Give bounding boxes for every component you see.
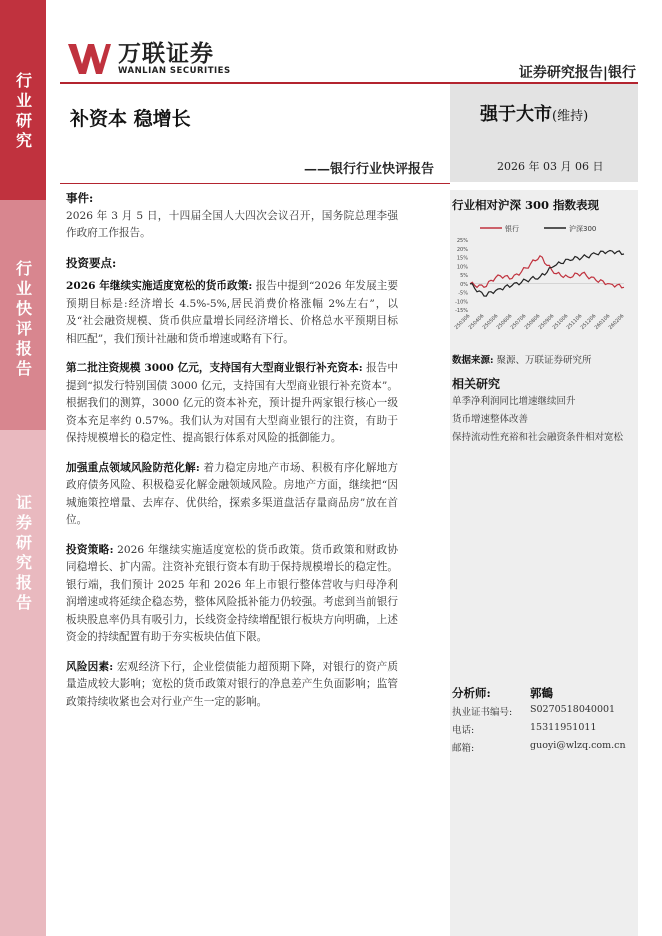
x-tick-label: 250306: [453, 313, 472, 331]
point-text: 报告中提到“拟发行特别国债 3000 亿元，支持国有大型商业银行补充资本”。根据我们的测算，3000 亿元的资本补充，预计提升两家银行核心一级资本充足率约 0.57%。我们认为对国有大型商业银行的注资，有助于保持规模增长的稳定性、提高银行体系对风险的抵御能力。: [66, 362, 398, 444]
event-heading: 事件:: [66, 191, 94, 205]
x-tick-label: 250806: [523, 313, 542, 331]
series-line-csi300: [470, 251, 624, 297]
data-source-label: 数据来源:: [452, 355, 494, 366]
x-tick-label: 250506: [481, 313, 500, 331]
related-research-item[interactable]: 货币增速整体改善: [452, 414, 529, 425]
related-research-item[interactable]: 单季净利润同比增速继续回升: [452, 396, 576, 407]
x-tick-label: 260106: [593, 313, 612, 331]
phone-label: 电话:: [452, 725, 475, 736]
email-address[interactable]: guoyi@wlzq.com.cn: [530, 740, 626, 751]
y-tick-label: 0%: [460, 281, 468, 288]
point-text: 报告中提到“2026 年发展主要预期目标是:经济增长 4.5%-5%,居民消费价格涨幅 2%左右”，以及“社会融资规模、货币供应量增长同经济增长、价格总水平预期目标相匹配”，我们预计社融和货币增速或略有下行。: [66, 280, 398, 345]
analyst-name: 郭鶴: [530, 686, 553, 700]
point-lead: 2026 年继续实施适度宽松的货币政策:: [66, 280, 253, 292]
sidebar-section-securities-report: [0, 430, 46, 936]
sidebar-section-industry-research: [0, 0, 46, 200]
point-lead: 第二批注资规模 3000 亿元，支持国有大型商业银行补充资本:: [66, 362, 363, 374]
y-tick-label: -15%: [455, 308, 468, 314]
cert-label: 执业证书编号:: [452, 707, 513, 718]
sidebar-section-quick-review: [0, 200, 46, 430]
company-logo: [66, 42, 231, 76]
title-divider: [60, 183, 450, 184]
y-tick-label: 10%: [456, 264, 468, 271]
event-paragraph: 2026 年 3 月 5 日，十四届全国人大四次会议召开，国务院总理李强作政府工作报告。: [66, 209, 398, 239]
y-tick-label: 15%: [456, 255, 468, 262]
point-text: 着力稳定房地产市场、积极有序化解地方政府债务风险、积极稳妥化解金融领域风险。房地产方面，继续把“因城施策控增量、去库存、优供给，探索多渠道盘活存量商品房”放在首位。: [66, 461, 398, 526]
y-tick-label: -5%: [458, 290, 468, 297]
point-paragraph-5: [66, 659, 398, 712]
y-tick-label: 5%: [460, 273, 468, 279]
rating-note: (维持): [552, 109, 589, 124]
point-lead: 加强重点领域风险防范化解:: [66, 461, 200, 474]
data-source: [452, 352, 592, 366]
x-tick-label: 250706: [509, 313, 528, 331]
y-tick-label: -10%: [455, 299, 468, 306]
page-title: 补资本 稳增长: [70, 108, 191, 130]
data-source-text: 聚源、万联证券研究所: [496, 355, 592, 366]
phone-number: 15311951011: [530, 722, 597, 733]
points-heading: 投资要点:: [66, 255, 117, 270]
rating: [480, 100, 588, 126]
main-content: [66, 190, 398, 711]
x-tick-label: 250906: [537, 313, 556, 331]
x-tick-label: 260206: [607, 313, 626, 331]
x-tick-label: 250606: [495, 313, 514, 331]
related-research-heading: 相关研究: [452, 377, 501, 391]
cert-number: S0270518040001: [530, 704, 616, 715]
point-lead: 投资策略:: [66, 543, 114, 556]
x-tick-label: 250406: [467, 313, 486, 331]
email-label: 邮箱:: [452, 743, 475, 754]
sidebar-label: 行业快评报告: [13, 260, 33, 380]
analyst-label: 分析师:: [452, 686, 491, 700]
point-paragraph-2: [66, 360, 398, 448]
x-tick-label: 251106: [565, 313, 584, 331]
page-subtitle: ——银行行业快评报告: [304, 162, 435, 177]
point-paragraph-3: [66, 460, 398, 530]
point-paragraph-1: [66, 278, 398, 348]
chart-title: 行业相对沪深 300 指数表现: [452, 198, 600, 212]
sidebar-label: 行业研究: [13, 72, 33, 152]
legend-label: 沪深300: [569, 225, 597, 233]
point-paragraph-4: [66, 542, 398, 647]
rating-value: 强于大市: [480, 104, 552, 125]
x-tick-label: 251006: [551, 313, 570, 331]
related-research-item[interactable]: 保持流动性充裕和社会融资条件相对宽松: [452, 432, 624, 443]
relative-performance-chart: [452, 218, 632, 348]
sidebar-label: 证券研究报告: [13, 494, 33, 614]
left-sidebar: [0, 0, 46, 936]
logo-english-name: WANLIAN SECURITIES: [118, 66, 231, 76]
y-tick-label: 25%: [456, 238, 468, 244]
y-tick-label: 20%: [456, 246, 468, 253]
report-type-label: 证券研究报告|银行: [518, 65, 636, 81]
wanlian-logo-icon: [66, 42, 112, 76]
report-date: 2026 年 03 月 06 日: [497, 160, 604, 173]
legend-label: 银行: [505, 225, 519, 233]
point-text: 2026 年继续实施适度宽松的货币政策。货币政策和财政协同稳增长、扩内需。注资补充银行资本有助于保持规模增长的稳定性。银行端，我们预计 2025 年和 2026 年上市银行整体营收与归母净利润增速或将延续企稳态势，整体风险抵补能力仍较强。考虑到当前银行板块股息率仍具有吸引力，长线资金持续增配银行板块方向明确，上述资金的持续配置有助于夯实板块估值下限。: [66, 543, 398, 643]
point-text: 宏观经济下行，企业偿债能力超预期下降，对银行的资产质量造成较大影响；宽松的货币政策对银行的净息差产生负面影响；监管政策持续收紧也会对行业产生一定的影响。: [66, 660, 398, 708]
x-tick-label: 251206: [579, 313, 598, 331]
logo-chinese-name: 万联证券: [118, 41, 214, 67]
point-lead: 风险因素:: [66, 660, 114, 673]
